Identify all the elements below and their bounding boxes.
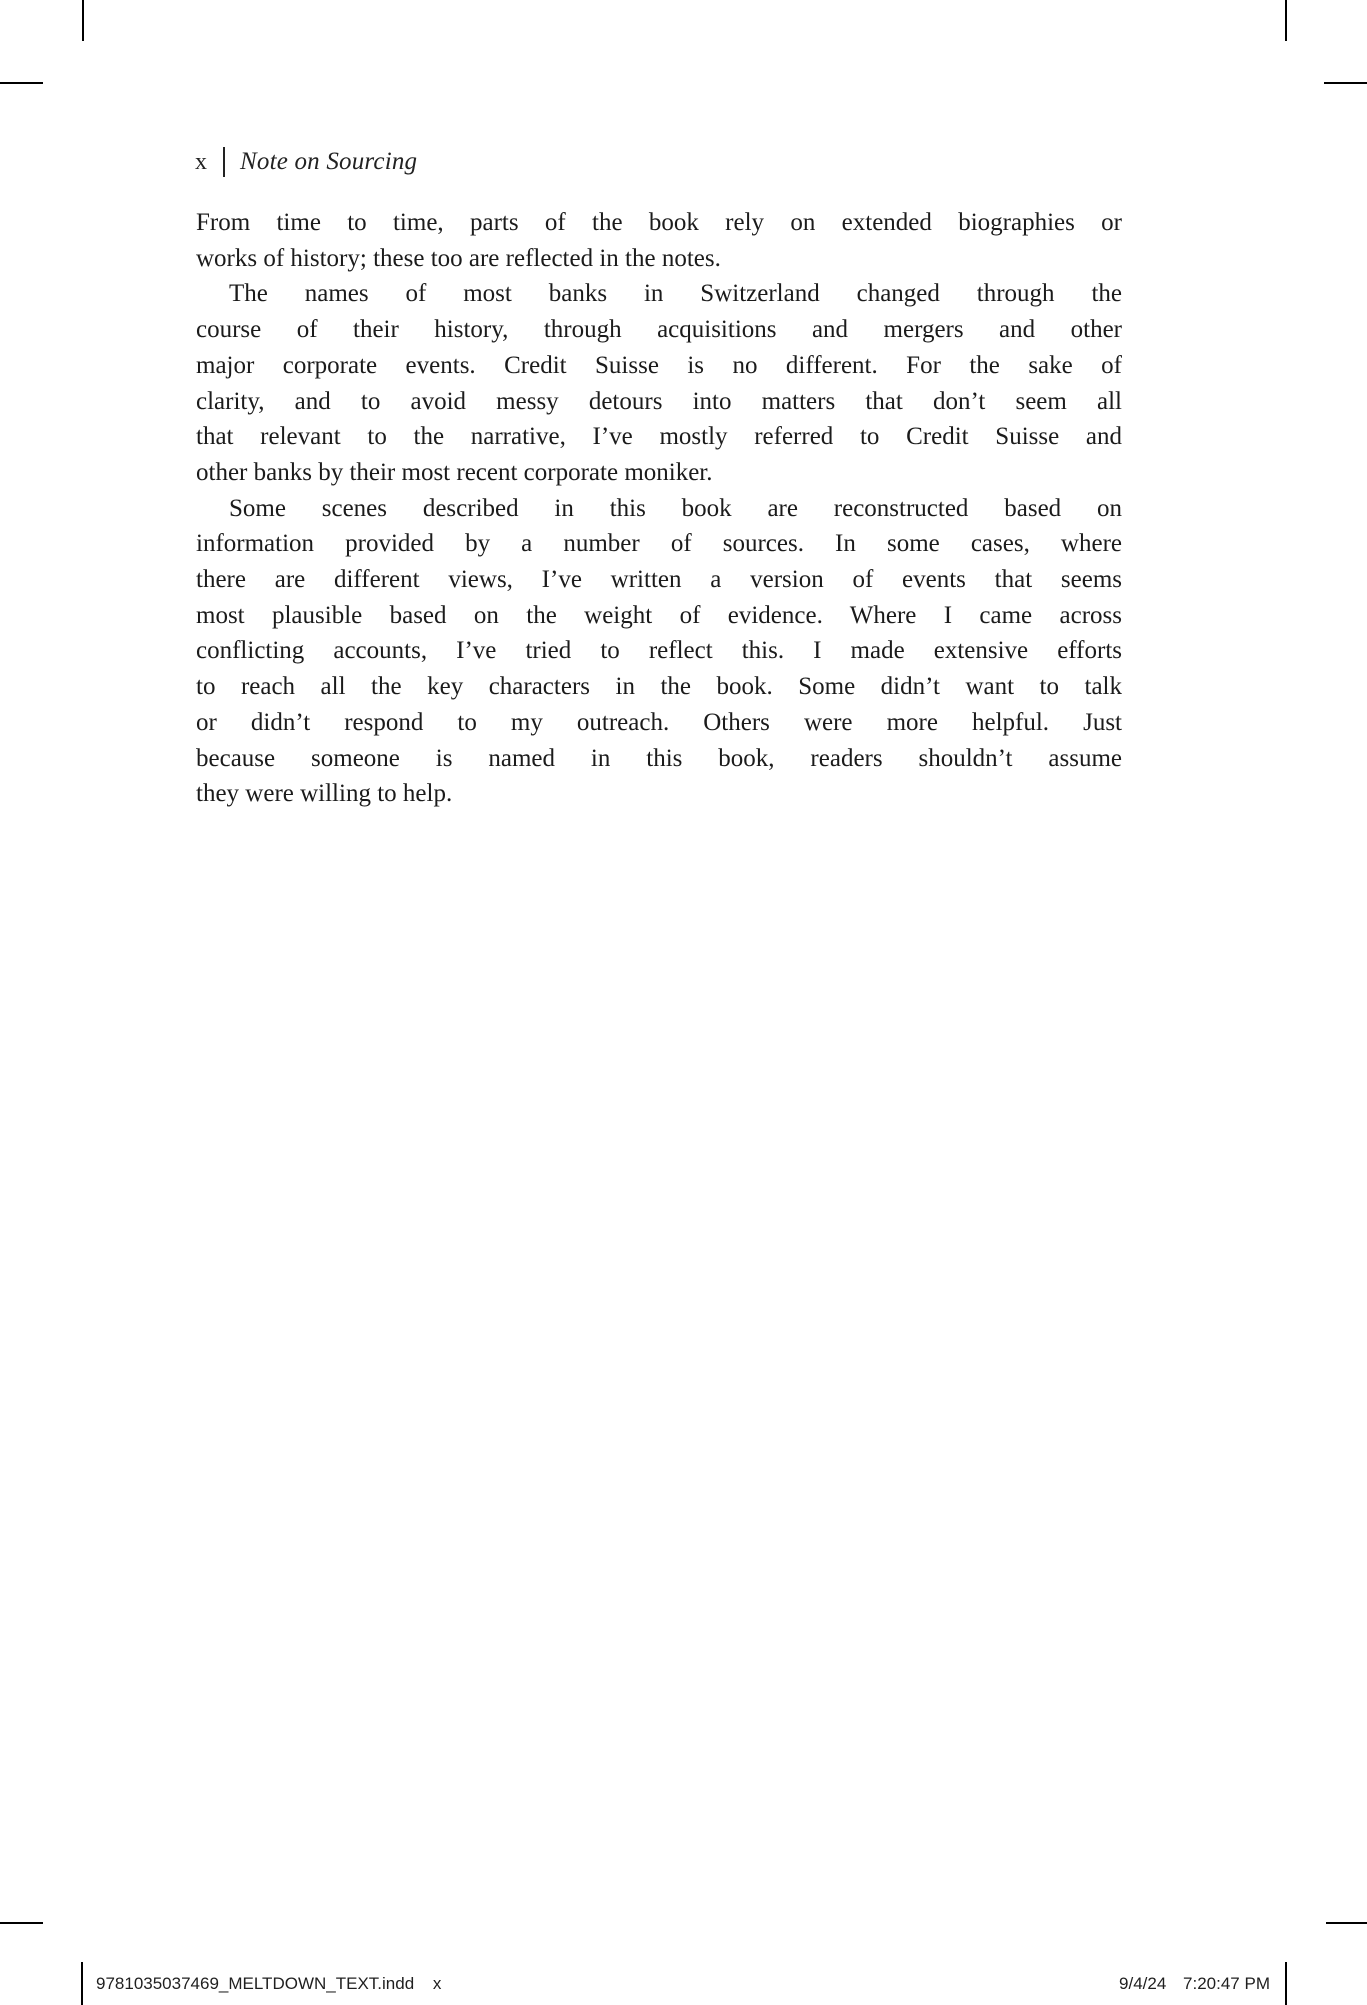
slug-line-left — [96, 1974, 441, 1994]
slug-file-name: 9781035037469_MELTDOWN_TEXT.indd — [96, 1974, 415, 1993]
crop-mark-top-right-vertical — [1285, 0, 1287, 41]
body-line: because someone is named in this book, readers shouldn’t assume — [196, 744, 1122, 772]
body-line: Some scenes described in this book are reconstructed based on — [229, 494, 1122, 522]
body-line: that relevant to the narrative, I’ve mostly referred to Credit Suisse and — [196, 423, 1122, 451]
body-line: course of their history, through acquisitions and mergers and other — [196, 316, 1122, 344]
body-line: there are different views, I’ve written a version of events that seems — [196, 566, 1122, 594]
slug-date: 9/4/24 — [1119, 1974, 1167, 1993]
body-line: major corporate events. Credit Suisse is no different. For the sake of — [196, 351, 1122, 379]
crop-mark-top-left-vertical — [82, 0, 84, 41]
slug-line-right — [1119, 1974, 1270, 1994]
crop-mark-bottom-right-vertical — [1285, 1962, 1287, 2005]
body-line: works of history; these too are reflected in the notes. — [196, 244, 721, 272]
body-line: other banks by their most recent corporate moniker. — [196, 458, 713, 486]
body-text-block — [196, 205, 1122, 812]
crop-mark-bottom-right-horizontal — [1326, 1922, 1367, 1924]
header-divider-rule — [223, 147, 225, 177]
body-line: to reach all the key characters in the book. Some didn’t want to talk — [196, 673, 1122, 701]
body-line: information provided by a number of sources. In some cases, where — [196, 530, 1122, 558]
body-line: The names of most banks in Switzerland changed through the — [229, 280, 1122, 308]
slug-page-marker: x — [432, 1974, 442, 1993]
crop-mark-top-right-horizontal — [1324, 82, 1367, 84]
running-header — [195, 146, 417, 178]
crop-mark-top-left-horizontal — [0, 82, 43, 84]
crop-mark-bottom-left-vertical — [81, 1962, 83, 2005]
slug-time: 7:20:47 PM — [1183, 1974, 1270, 1993]
running-header-title: Note on Sourcing — [240, 148, 418, 175]
body-line: clarity, and to avoid messy detours into matters that don’t seem all — [196, 387, 1122, 415]
page-number: x — [195, 149, 207, 175]
body-line: or didn’t respond to my outreach. Others were more helpful. Just — [196, 708, 1122, 736]
body-line: most plausible based on the weight of evidence. Where I came across — [196, 601, 1122, 629]
body-line: From time to time, parts of the book rely on extended biographies or — [196, 209, 1122, 236]
crop-mark-bottom-left-horizontal — [0, 1922, 43, 1924]
body-line: they were willing to help. — [196, 780, 453, 808]
body-line: conflicting accounts, I’ve tried to reflect this. I made extensive efforts — [196, 637, 1122, 665]
